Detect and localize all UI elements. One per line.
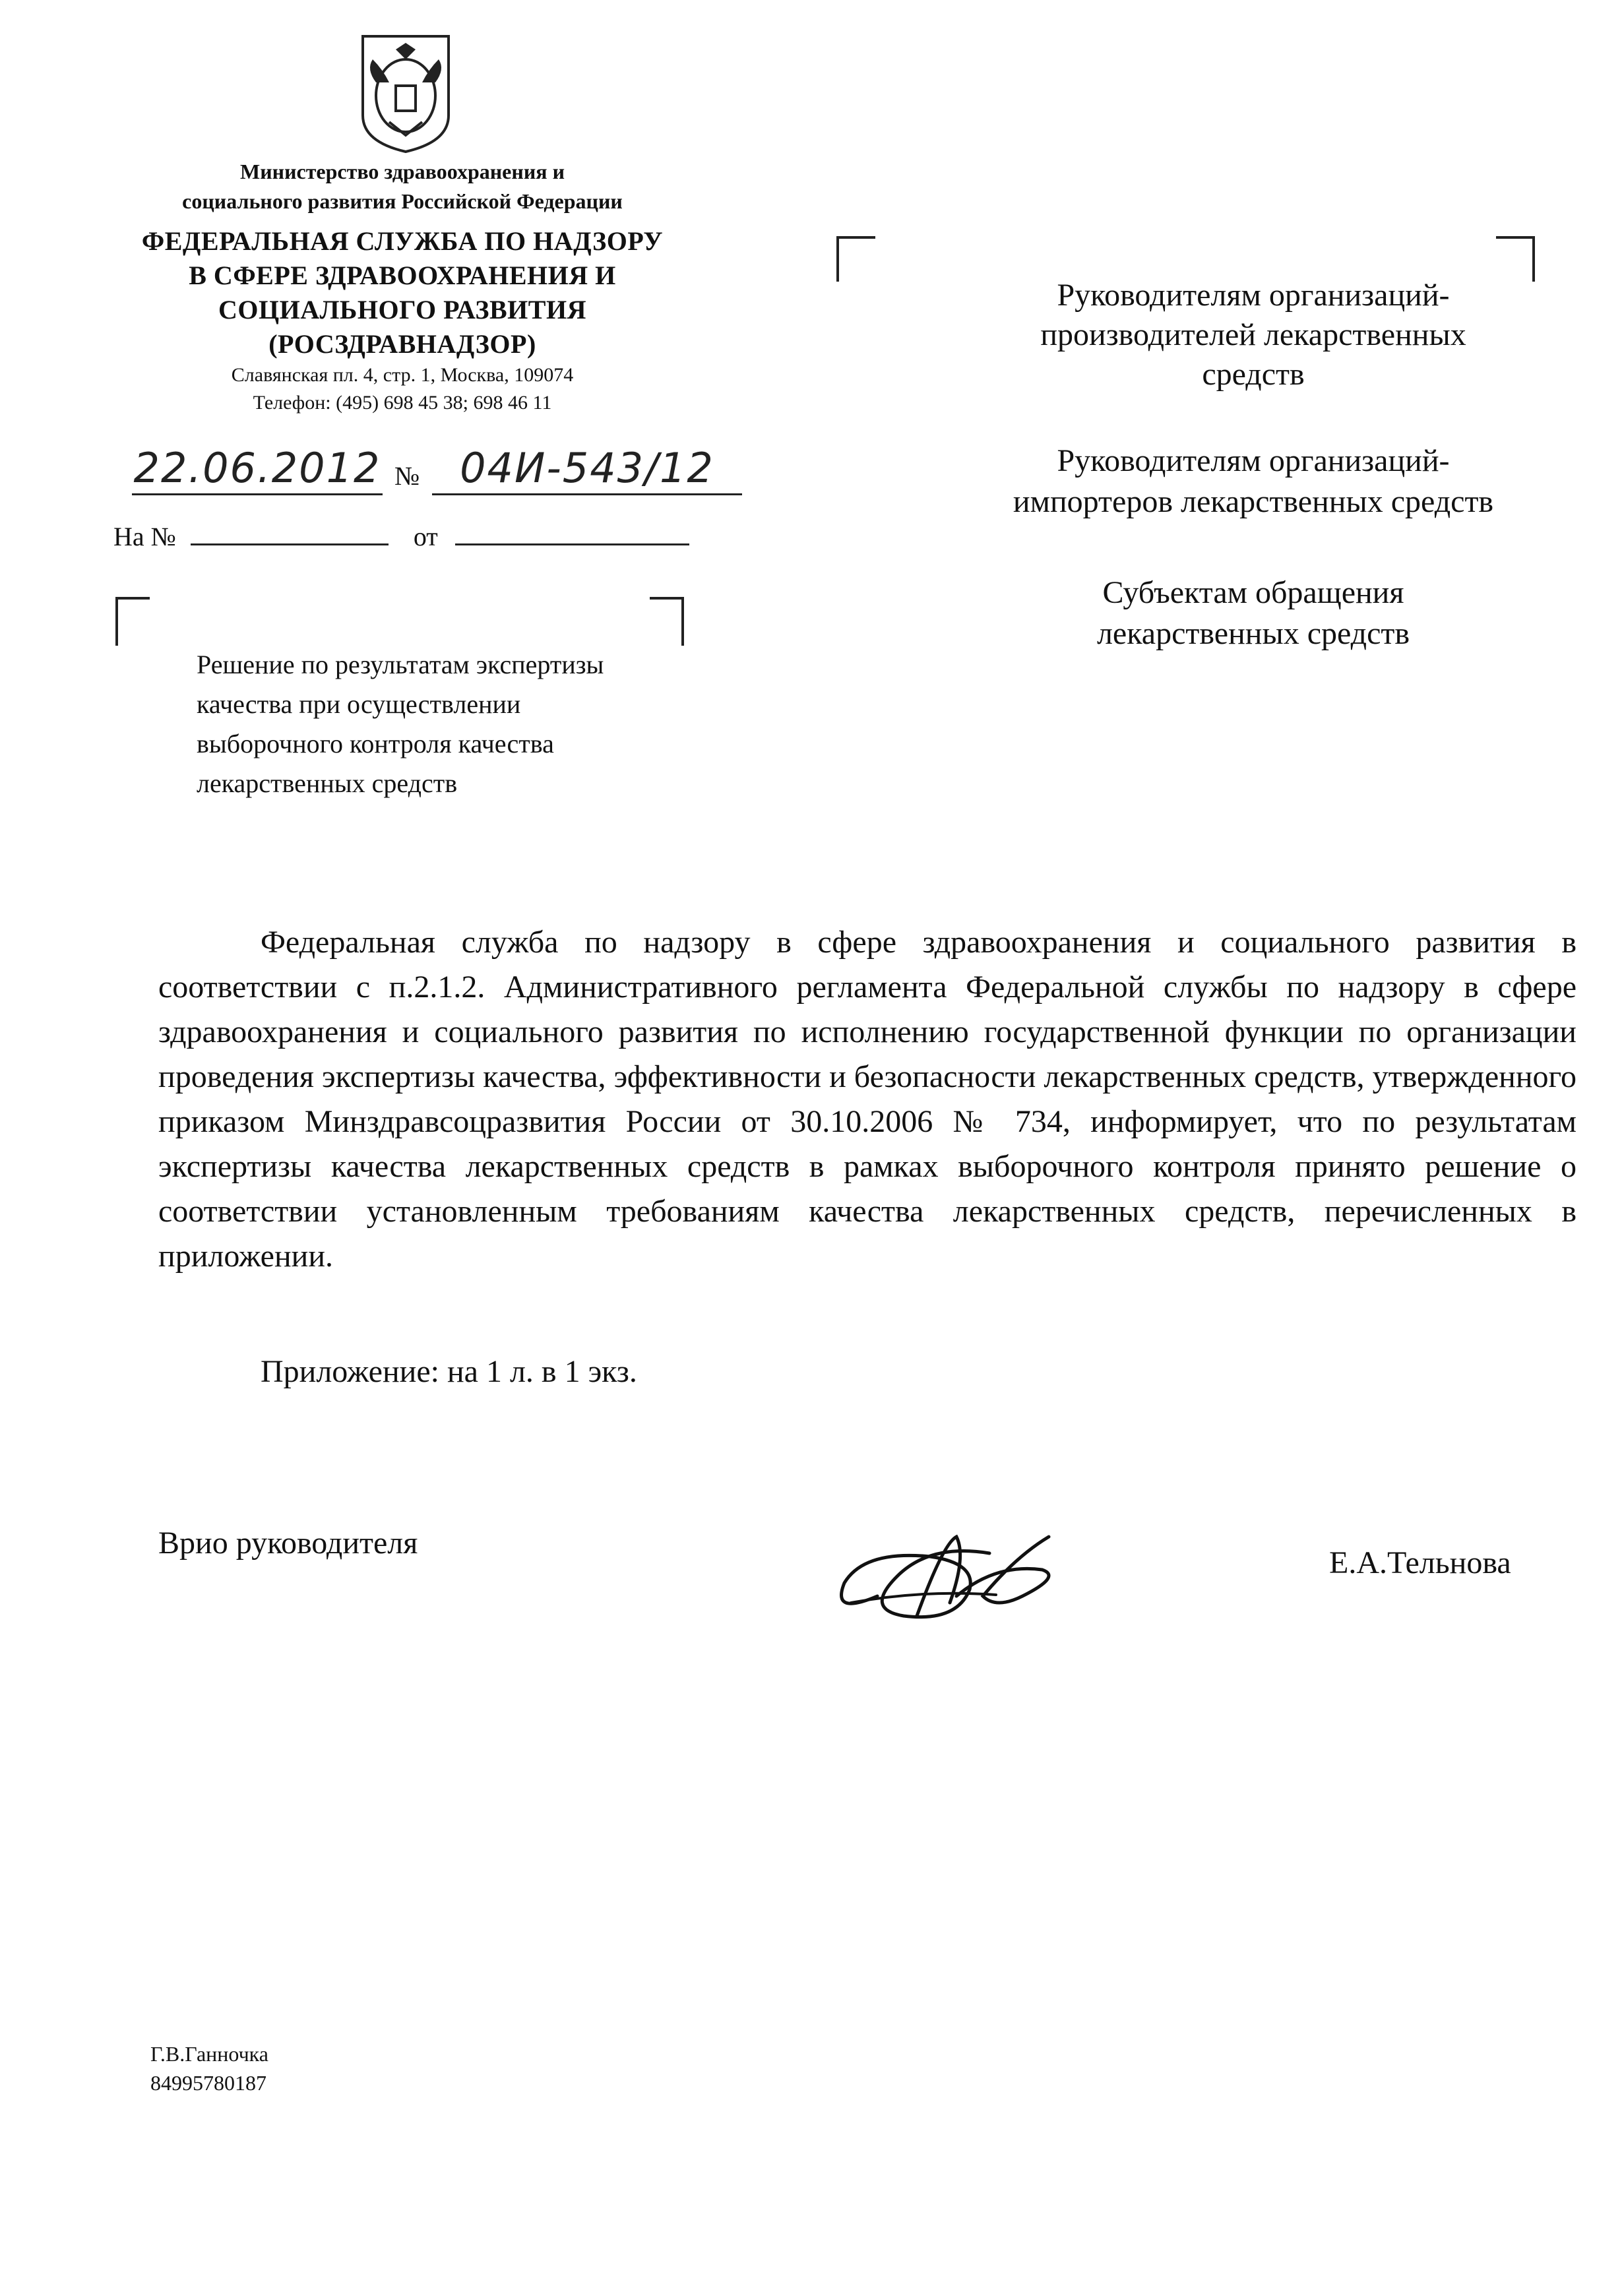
service-address xyxy=(99,361,706,417)
service-line: (РОСЗДРАВНАДЗОР) xyxy=(268,329,536,359)
body-paragraph: Федеральная служба по надзору в сфере здравоохранения и социального развития в соответствии с п.2.1.2. Административного регламента Федеральной службы по надзору в сфере здравоохранения и социального развития по исполнению государственной функции по организации проведения экспертизы качества, эффективности и безопасности лекарственных средств, утвержденного приказом Минздравсоцразвития России от 30.10.2006 № 734, информирует, что по результатам экспертизы качества лекарственных средств в рамках выборочного контроля принято решение о соответствии установленным требованиям качества лекарственных средств, перечисленных в приложении. xyxy=(158,925,1577,1274)
address-line: Славянская пл. 4, стр. 1, Москва, 109074 xyxy=(231,364,574,386)
addressee-manufacturers xyxy=(923,276,1583,394)
attachment-note: Приложение: на 1 л. в 1 экз. xyxy=(261,1354,637,1389)
addressee-bracket-right xyxy=(1496,236,1535,282)
addressee-line: лекарственных средств xyxy=(1096,616,1410,651)
reply-number-blank xyxy=(191,521,389,545)
addressee-line: Субъектам обращения xyxy=(1102,575,1404,610)
subject-line: лекарственных средств xyxy=(197,768,458,798)
service-line: СОЦИАЛЬНОГО РАЗВИТИЯ xyxy=(218,295,586,325)
addressee-bracket-left xyxy=(836,236,875,282)
subject-line: Решение по результатам экспертизы xyxy=(197,650,604,679)
executor-phone: 84995780187 xyxy=(150,2071,266,2095)
executor-info xyxy=(150,2039,268,2097)
addressee-line: Руководителям организаций- xyxy=(1057,278,1450,313)
signatory-role: Врио руководителя xyxy=(158,1526,418,1561)
subject-line: качества при осуществлении xyxy=(197,689,521,719)
service-line: В СФЕРЕ ЗДРАВООХРАНЕНИЯ И xyxy=(189,261,616,290)
document-subject xyxy=(197,645,790,803)
reply-to-line xyxy=(113,521,694,553)
reply-date-blank xyxy=(455,521,689,545)
number-label: № xyxy=(394,461,420,491)
coat-of-arms-emblem xyxy=(350,30,462,155)
document-date: 22.06.2012 xyxy=(132,443,383,495)
ministry-name xyxy=(99,157,706,216)
phone-line: Телефон: (495) 698 45 38; 698 46 11 xyxy=(253,392,552,414)
ministry-line: социального развития Российской Федерации xyxy=(182,189,623,213)
document-number: 04И-543/12 xyxy=(432,443,742,495)
ministry-line: Министерство здравоохранения и xyxy=(239,160,565,183)
addressee-line: средств xyxy=(1202,357,1305,392)
addressee-subjects xyxy=(923,572,1583,654)
addressee-line: производителей лекарственных xyxy=(1040,317,1466,352)
executor-name: Г.В.Ганночка xyxy=(150,2042,268,2066)
subject-bracket-left xyxy=(115,597,150,646)
reply-to-label: На № xyxy=(113,522,176,551)
service-line: ФЕДЕРАЛЬНАЯ СЛУЖБА ПО НАДЗОРУ xyxy=(141,226,664,256)
handwritten-signature xyxy=(825,1517,1075,1642)
subject-line: выборочного контроля качества xyxy=(197,729,554,758)
addressee-line: Руководителям организаций- xyxy=(1057,443,1450,478)
from-label: от xyxy=(413,522,438,551)
addressee-line: импортеров лекарственных средств xyxy=(1013,484,1494,519)
subject-bracket-right xyxy=(650,597,684,646)
addressee-importers xyxy=(923,441,1583,522)
service-name xyxy=(99,224,706,361)
signatory-name: Е.А.Тельнова xyxy=(1329,1545,1511,1580)
